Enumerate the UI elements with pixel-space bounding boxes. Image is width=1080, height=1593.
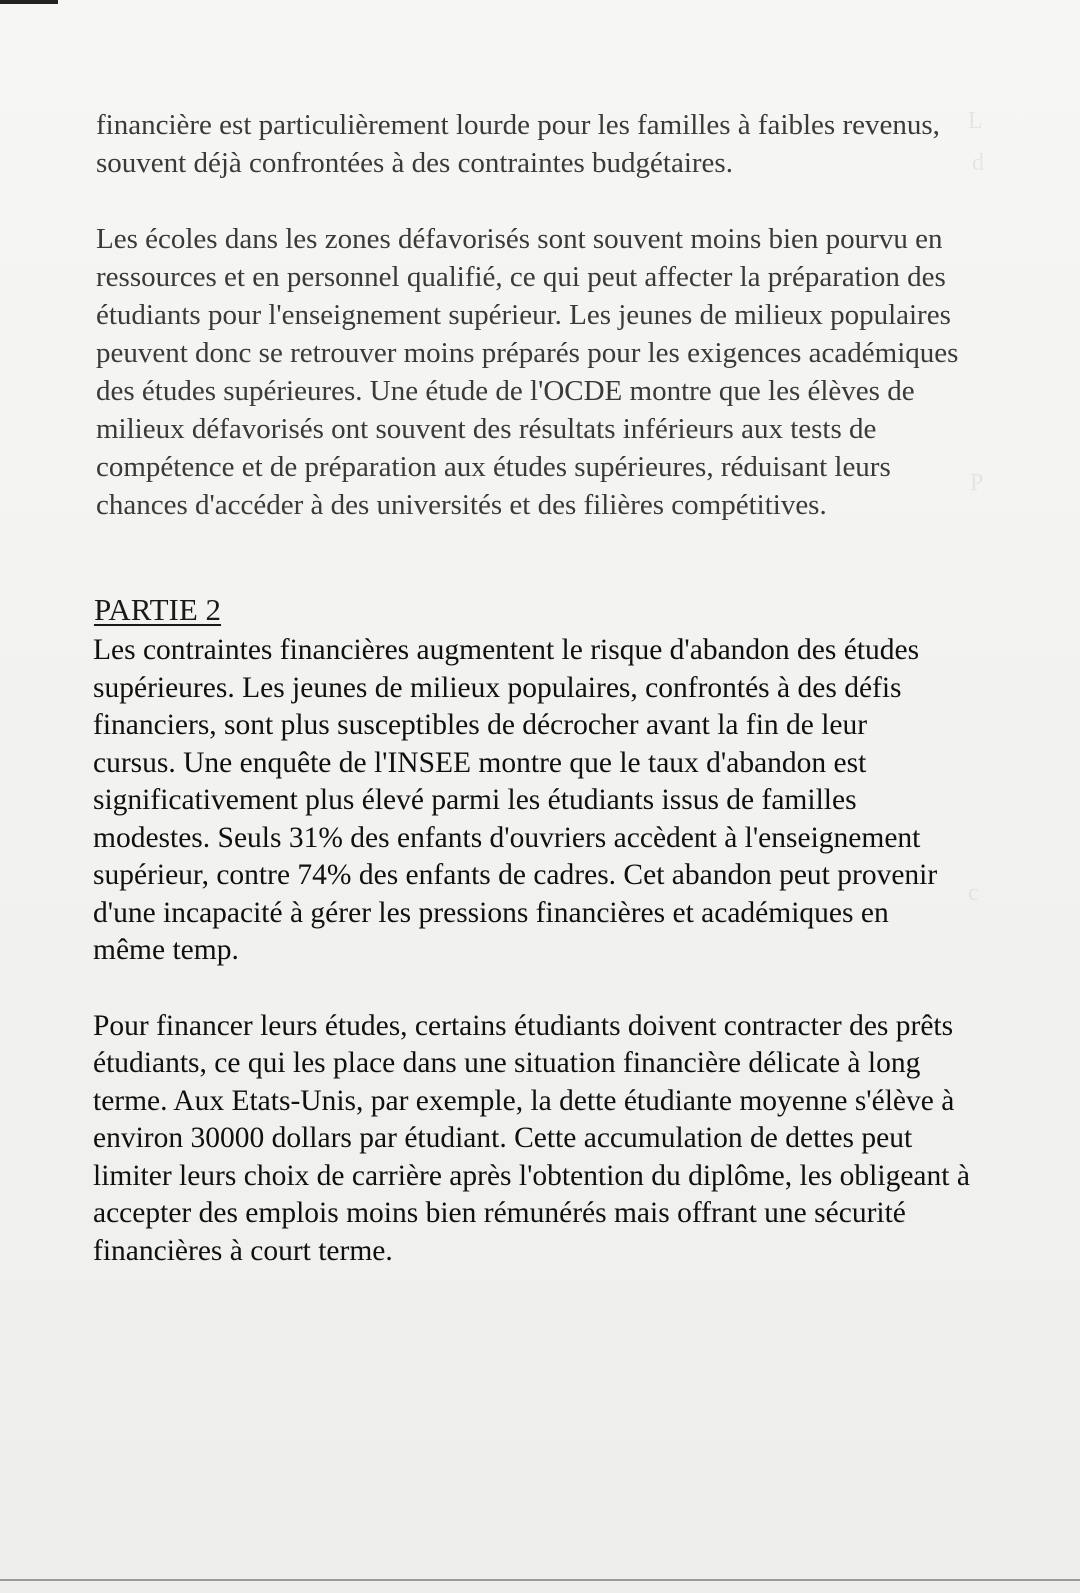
bleed-through-mark: c [968, 880, 979, 906]
bleed-through-mark: d [972, 150, 984, 176]
section-title-partie-2: PARTIE 2 [94, 592, 222, 627]
paragraph-student-loans: Pour financer leurs études, certains étudiants doivent contracter des prêts étudiants, ce qui les place dans une situation financière délicate à long terme. Aux Etats-Unis, par exemple, la dette étudiante moyenne s'élève à environ 30000 dollars par étudiant. Cette accumulation de dettes peut limiter leurs choix de carrière après l'obtention du diplôme, les obligeant à accepter des emplois moins bien rémunérés mais offrant une sécurité financières à court terme. [93, 1009, 970, 1267]
bleed-through-mark: P [970, 470, 984, 496]
paragraph-financial-burden: financière est particulièrement lourde pour les familles à faibles revenus, souvent déjà confrontées à des contraintes budgétaires. [96, 109, 940, 179]
scan-corner-mark [0, 0, 58, 4]
paragraph-schools-disadvantaged: Les écoles dans les zones défavorisés sont souvent moins bien pourvu en ressources et en personnel qualifié, ce qui peut affecter la préparation des étudiants pour l'enseignement supérieur. Les jeunes de milieux populaires peuvent donc se retrouver moins préparés pour les exigences académiques des études supérieures. Une étude de l'OCDE montre que les élèves de milieux défavorisés ont souvent des résultats inférieurs aux tests de compétence et de préparation aux études supérieures, réduisant leurs chances d'accéder à des universités et des filières compétitives. [96, 223, 959, 521]
bleed-through-mark: L [968, 108, 983, 134]
page-bottom-rule [0, 1579, 1080, 1581]
document-body [93, 106, 976, 1270]
section-1 [96, 106, 976, 524]
paragraph-dropout-risk: Les contraintes financières augmentent le risque d'abandon des études supérieures. Les jeunes de milieux populaires, confrontés à des défis financiers, sont plus susceptibles de décrocher avant la fin de leur cursus. Une enquête de l'INSEE montre que le taux d'abandon est significativement plus élevé parmi les étudiants issus de familles modestes. Seuls 31% des enfants d'ouvriers accèdent à l'enseignement supérieur, contre 74% des enfants de cadres. Cet abandon peut provenir d'une incapacité à gérer les pressions financières et académiques en même temp. [93, 634, 938, 966]
section-2 [93, 632, 976, 1270]
